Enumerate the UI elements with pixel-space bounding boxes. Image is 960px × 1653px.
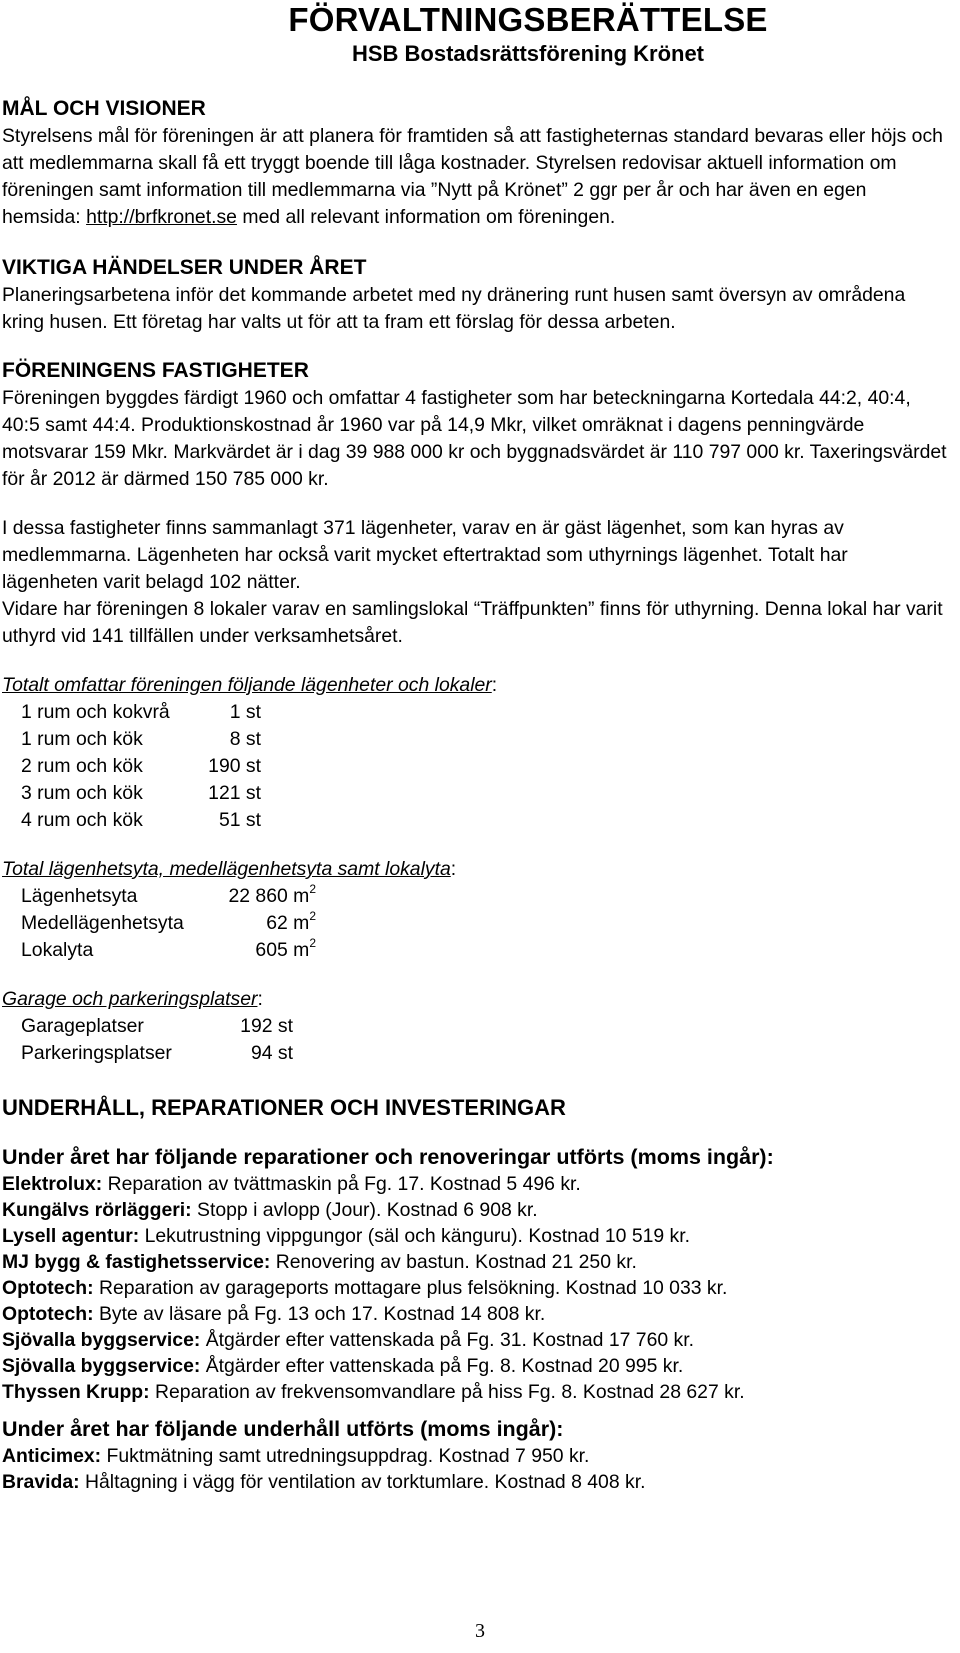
list-item: Lysell agentur: Lekutrustning vippgungor (säl och känguru). Kostnad 10 519 kr. [2,1225,691,1247]
garage-heading [2,986,947,1013]
website-link[interactable]: http://brfkronet.se [86,206,237,228]
fastigheter-paragraph-3: Vidare har föreningen 8 lokaler varav en samlingslokal “Träffpunkten” finns för uthyrning. Denna lokal har varit uthyrd vid 141 tillfällen under verksamhetsåret. [2,598,943,647]
page-number: 3 [475,1620,485,1642]
document-body [2,95,947,1495]
row-label: Garageplatser [21,1015,144,1037]
ytor-heading-colon: : [450,858,457,880]
lagenheter-heading-colon: : [491,674,498,696]
row-value: 94 st [250,1042,293,1064]
row-value: 22 860 $m^2$ [228,881,316,907]
row-label: 4 rum och kök [21,809,143,831]
table-row [21,753,261,780]
page-subtitle: HSB Bostadsrättsförening Krönet [351,41,705,66]
row-label: Medellägenhetsyta [21,912,184,934]
row-value: 190 st [208,755,261,777]
row-label: Lokalyta [21,939,94,961]
reparationer-list [2,1171,947,1405]
list-item: Sjövalla byggservice: Åtgärder efter vattenskada på Fg. 31. Kostnad 17 760 kr. [2,1329,695,1351]
garage-table [21,1013,293,1067]
list-item: MJ bygg & fastighetsservice: Renovering av bastun. Kostnad 21 250 kr. [2,1251,637,1273]
list-item: Anticimex: Fuktmätning samt utredningsuppdrag. Kostnad 7 950 kr. [2,1445,590,1467]
section-heading-fastigheter: FÖRENINGENS FASTIGHETER [2,359,309,382]
lagenheter-table [21,699,261,834]
row-label: Parkeringsplatser [21,1042,172,1064]
row-value: 121 st [208,782,261,804]
list-item: Thyssen Krupp: Reparation av frekvensomvandlare på hiss Fg. 8. Kostnad 28 627 kr. [2,1381,745,1403]
row-value: 51 st [218,809,261,831]
mal-text: Styrelsens mål för föreningen är att planera för framtiden så att fastigheternas standard bevaras eller höjs och att medlemmarna skall få ett tryggt boende till låga kostnader. Styrelsen redovisar aktuell information om föreningen samt information till medlemmarna via ”Nytt på Krönet” 2 ggr per år och har även en egen hemsida: [2,125,943,228]
row-value: 192 st [240,1015,293,1037]
table-row [21,937,316,964]
list-item: Kungälvs rörläggeri: Stopp i avlopp (Jour). Kostnad 6 908 kr. [2,1199,538,1221]
row-label: 2 rum och kök [21,755,143,777]
reparationer-heading: Under året har följande reparationer och renoveringar utförts (moms ingår): [2,1145,774,1169]
section-heading-underhall: UNDERHÅLL, REPARATIONER OCH INVESTERINGAR [2,1095,566,1120]
row-label: 1 rum och kokvrå [21,701,170,723]
table-row [21,1013,293,1040]
underhall-list [2,1443,947,1495]
mal-paragraph [2,123,947,231]
garage-heading-colon: : [257,988,263,1010]
row-value: 8 st [229,728,261,750]
list-item: Optotech: Byte av läsare på Fg. 13 och 17. Kostnad 14 808 kr. [2,1303,546,1325]
section-heading-mal: MÅL OCH VISIONER [2,97,206,120]
mal-text-end: med all relevant information om föreningen. [236,206,616,228]
page-title: FÖRVALTNINGSBERÄTTELSE [288,1,768,38]
viktiga-paragraph: Planeringsarbetena inför det kommande arbetet med ny dränering runt husen samt översyn av områdena kring husen. Ett företag har valts ut för att ta fram ett förslag för dessa arbeten. [2,284,906,333]
table-row [21,883,316,910]
list-item: Elektrolux: Reparation av tvättmaskin på Fg. 17. Kostnad 5 496 kr. [2,1173,581,1195]
row-label: 3 rum och kök [21,782,143,804]
ytor-heading [2,856,947,883]
table-row [21,726,261,753]
garage-heading-text: Garage och parkeringsplatser [2,988,258,1010]
lagenheter-heading-text: Totalt omfattar föreningen följande lägenheter och lokaler [2,674,492,696]
row-value: 62 $m^2$ [266,908,316,934]
table-row [21,699,261,726]
row-label: Lägenhetsyta [21,885,138,907]
lagenheter-heading [2,672,947,699]
list-item: Optotech: Reparation av garageports mottagare plus felsökning. Kostnad 10 033 kr. [2,1277,728,1299]
ytor-heading-text: Total lägenhetsyta, medellägenhetsyta samt lokalyta [2,858,451,880]
list-item: Sjövalla byggservice: Åtgärder efter vattenskada på Fg. 8. Kostnad 20 995 kr. [2,1355,684,1377]
fastigheter-paragraph-2: I dessa fastigheter finns sammanlagt 371 lägenheter, varav en är gäst lägenhet, som kan hyras av medlemmarna. Lägenheten har också varit mycket eftertraktad som uthyrnings lägenhet. Totalt har lägenheten varit belagd 102 nätter. [2,517,848,593]
table-row [21,910,316,937]
underhall-heading: Under året har följande underhåll utförts (moms ingår): [2,1417,564,1441]
fastigheter-paragraph-1: Föreningen byggdes färdigt 1960 och omfattar 4 fastigheter som har beteckningarna Kortedala 44:2, 40:4, 40:5 samt 44:4. Produktionskostnad år 1960 var på 14,9 Mkr, vilket omräknat i dagens penningvärde motsvarar 159 Mkr. Markvärdet är i dag 39 988 000 kr och byggnadsvärdet är 110 797 000 kr. Taxeringsvärdet för år 2012 är därmed 150 785 000 kr. [2,387,947,490]
section-heading-viktiga: VIKTIGA HÄNDELSER UNDER ÅRET [2,256,367,279]
list-item: Bravida: Håltagning i vägg för ventilation av torktumlare. Kostnad 8 408 kr. [2,1471,646,1493]
row-value: 1 st [229,701,261,723]
row-value: 605 $m^2$ [255,935,316,961]
row-label: 1 rum och kök [21,728,143,750]
table-row [21,1040,293,1067]
table-row [21,780,261,807]
table-row [21,807,261,834]
ytor-table [21,883,316,964]
